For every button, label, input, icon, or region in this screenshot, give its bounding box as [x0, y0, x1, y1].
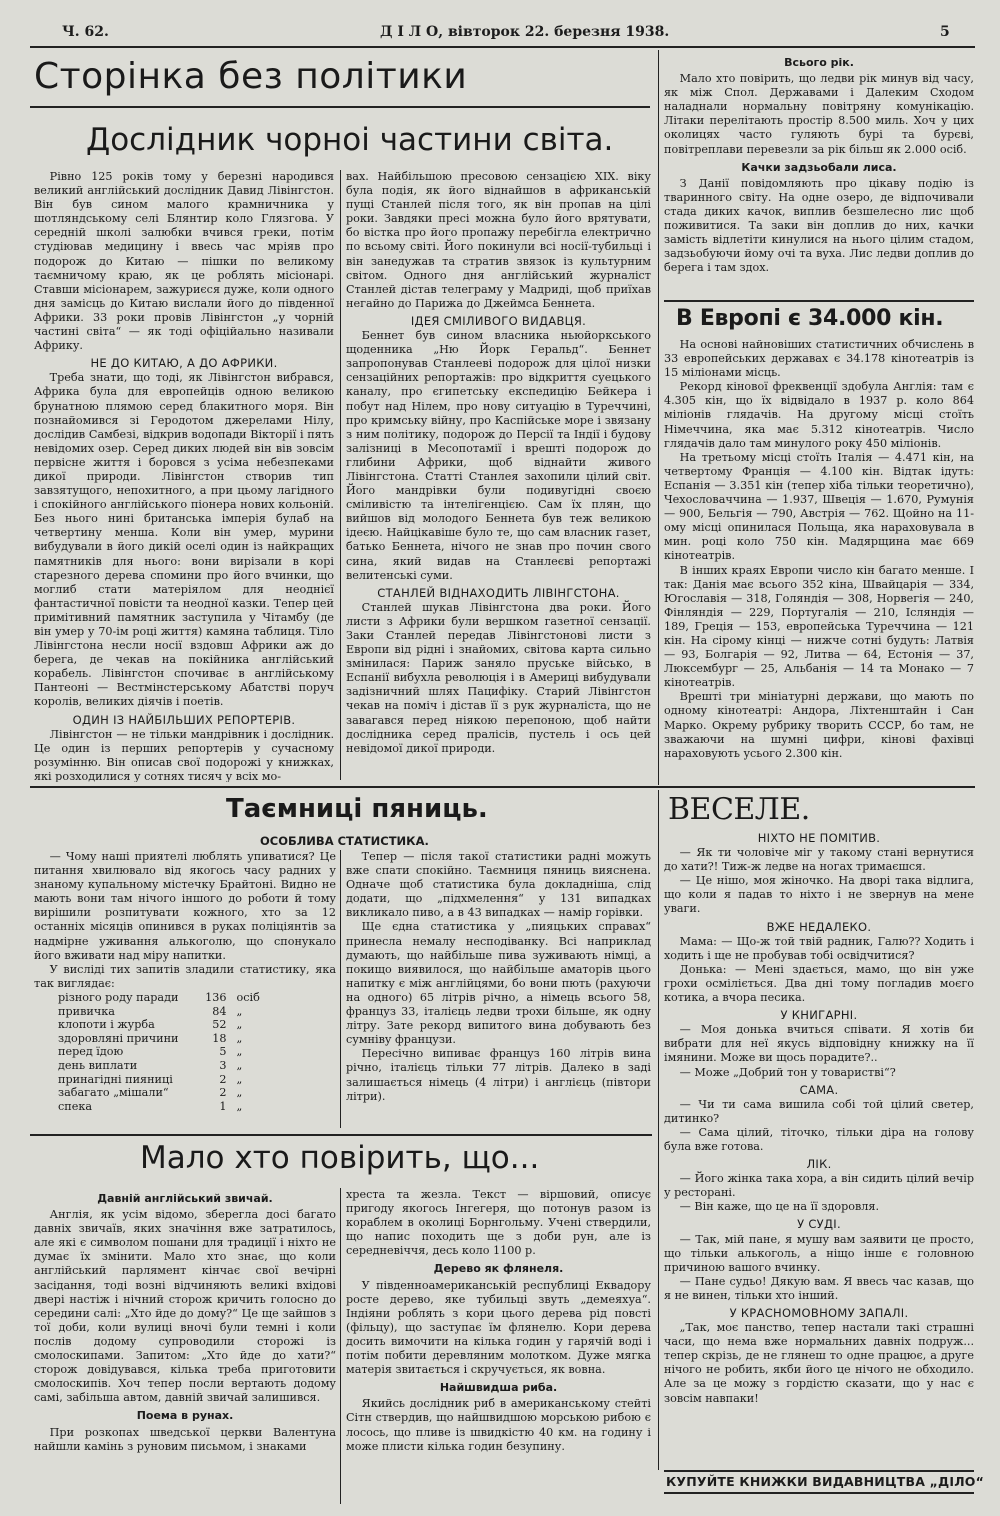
- statistics-row: [54, 991, 264, 1005]
- statistics-row: [54, 1086, 264, 1100]
- paragraph: У південноамериканській республиці Еквадору росте дерево, яке тубильці звуть „демеяхуа“. Індіяни роблять з кори цього дерева рід повсті (фільцу), що заступає їм флянелю. Кори дерева досить вимочити на кілька годин у гарячій воді і потім побити деревляним молотком. Дуже мягка матерія звитається і скручується, як вовна.: [346, 1278, 651, 1377]
- joke-line: — Моя донька вчиться співати. Я хотів би вибрати для неї якусь відповідну книжку на її імянини. Може ви щось порадите?..: [664, 1023, 974, 1065]
- paragraph: Мало хто повірить, що ледви рік минув від часу, як між Спол. Державами і Далеким Сходом наладнали нормальну повітряну комунікацію. Літаки перелітають простір 8.500 миль. Хоч у цих околицях часто гуляють бурі та бурєві, повітреплави перевезли за рік більш як 2.000 осіб.: [664, 72, 974, 156]
- stat-label: клопоти і журба: [58, 1018, 155, 1032]
- stat-label: привичка: [58, 1004, 115, 1018]
- joke-line: — Пане судьо! Дякую вам. Я ввесь час казав, що я не винен, тільки хто інший.: [664, 1274, 974, 1302]
- paragraph: Англія, як усім відомо, зберегла досі багато давніх звичаїв, яких значіння вже затратилось, але які є символом пошани для традиції і ніхто не думає їх змінити. Мало хто знає, що коли англійський парлямент кінчає свої вечірні засідання, тоді возні відчиняють великі вхідові двері настіж і нічний сторож кричить голосно до середини салі: „Хто йде до дому?“ Це ще зайшов з тої доби, коли вулиці вночі були темні і коли послів додому супроводили сторожі із смолоскипами. Запитом: „Хто йде до хати?“ сторож довідувався, кілька треба приготовити смолоскипів. Хоч тепер посли вертають додому самі, забільша автом, давній звичай залишився.: [34, 1208, 336, 1405]
- page-number-left: Ч. 62.: [62, 24, 109, 40]
- column-divider: [340, 1188, 341, 1504]
- paragraph: вах. Найбільшою пресовою сензацією XIX. віку була подія, як його віднайшов в африканській пущі Станлей після того, як він пропав на цілі роки. Завдяки пресі можна було його врятувати, бо вістка про його пропажу перебігла електрично по всьому світі. Його покинули всі носії-тубильці і він занедужав та стратив звязок із культурним світом. Одного дня англійський журналіст Станлей дістав телеграму у Мадриді, щоб приїхав негайно до Парижа до Джеймса Беннета.: [346, 170, 651, 310]
- subheading: Дерево як флянеля.: [433, 1262, 564, 1276]
- joke-line: — Так, мій пане, я мушу вам заявити це просто, що тільки алькоголь, а ніщо інше є головною причиною вашого вчинку.: [664, 1232, 974, 1274]
- article-title-humor: ВЕСЕЛЕ.: [668, 792, 810, 827]
- advert-footer: КУПУЙТЕ КНИЖКИ ВИДАВНИЦТВА „ДІЛО“: [666, 1474, 985, 1489]
- stat-label: різного роду паради: [58, 990, 179, 1004]
- paragraph: — Чому наші приятелі люблять упиватися? Це питання хвилювало від якогось часу радних у знаному купальному містечку Брайтоні. Видно не мають вони там нічого іншого до роботи й тому вирішили розпитувати кожного, хто за 12 останніх місяців опинився в руках поліціянтів за надмірне уживання алькоголю, що спонукало його вживати над міру напитки.: [34, 850, 336, 962]
- paragraph: При розкопах шведської церкви Валентуна найшли камінь з руновим письмом, і знаками: [34, 1425, 336, 1453]
- column-divider: [658, 790, 659, 1470]
- joke-heading: ЛІК.: [806, 1157, 832, 1172]
- statistics-table: [54, 991, 264, 1113]
- paragraph: Станлей шукав Лівінгстона два роки. Його листи з Африки були вершком газетної сензації. Заки Станлей передав Лівінгстонові листи з Европи від рідні і знайомих, світова карта сильно змінилася: Париж заняло пруське військо, в Еспанії вибухла революція і в Америці вибудували задізничний шлях Пацифіку. Старий Лівінгстон чекав на поміч і дістав її з рук журналіста, що не завагався перед ніякою перепоною, щоб найти дослідника серед пралісів, пустель і ось цей невідомої дикої природи.: [346, 600, 651, 755]
- humor-column: [664, 828, 974, 1468]
- statistics-row: [54, 1005, 264, 1019]
- statistics-row: [54, 1032, 264, 1046]
- statistics-row: [54, 1059, 264, 1073]
- joke-line: „Так, моє панство, тепер настали такі страшні часи, що нема вже нормальних давніх подруж... тепер скрізь, де не глянеш то одне працює, а друге нічого не робить, якби його це нічого не обходило. Але за це можу з гордістю сказати, що у нас є зовсім навпаки!: [664, 1321, 974, 1405]
- column-divider: [340, 850, 341, 1128]
- joke-line: — Його жінка така хора, а він сидить цілий вечір у ресторані.: [664, 1172, 974, 1200]
- cinema-column: [664, 338, 974, 784]
- statistics-row: [54, 1073, 264, 1087]
- section-rule: [664, 1492, 974, 1494]
- stat-value: 2: [219, 1086, 227, 1100]
- subheading: Всього рік.: [784, 56, 854, 69]
- paragraph: Пересічно випиває француз 160 літрів вина річно, італієць тільки 77 літрів. Далеко в заді залишається німець (4 літри) і англієць (півтори літри).: [346, 1047, 651, 1103]
- header-rule: [30, 46, 975, 48]
- paragraph: Лівінгстон — не тільки мандрівник і дослідник. Це один із перших репортерів у сучасному розумінню. Він описав свої подорожі у книжках, які розходилися у сотнях тисяч у всіх мо-: [34, 727, 334, 782]
- joke-heading: САМА.: [799, 1082, 839, 1097]
- paragraph: Беннет був сином власника ньюйоркського щоденника „Ню Йорк Геральд“. Беннет запропонував Станлееві подорож для цілої низки сензаційних репортажів: про відкриття суецького каналу, про єгипетську експедицію Бейкера і побут над Нілем, про нову ситуацію в Туреччині, про кримську війну, про Каспійське море і звязану з ним політику, подорож до Персії та Індії і будову залізниці в Месопотамії і врешті подорож до глибини Африки, щоб віднайти живого Лівінгстона. Статті Станлея захопили цілий світ. Його мандрівки були подивугідні своєю сміливістю та інтелігенцією. Сам їх плян, що вийшов від молодого Беннета був теж великою ідеєю. Найцікавіше було те, що сам власник газет, батько Беннета, нічого не знав про почин свого сина, який видав на Станлеєві репортажі велитенські суми.: [346, 329, 651, 582]
- paragraph: Рекорд кінової фреквенції здобула Англія: там є 4.305 кін, що їх відвідало в 1937 р. коло 864 міліонів глядачів. На другому місці стоїть Німеччина, яка має 5.312 кінотеатрів. Число глядачів дало там минулого року 450 міліонів.: [664, 380, 974, 450]
- stat-label: забагато „мішали“: [58, 1086, 169, 1100]
- livingstone-column-1: [34, 170, 334, 782]
- joke-line: — Чи ти сама вишила собі той цілий светер, дитинко?: [664, 1097, 974, 1125]
- article-subtitle: ОСОБЛИВА СТАТИСТИКА.: [260, 834, 429, 848]
- paragraph: На третьому місці стоїть Італія — 4.471 кін, на четвертому Франція — 4.100 кін. Відтак ідуть: Еспанія — 3.351 кін (тепер хіба тільки теоретично), Чехословаччина — 1.937, Швеція — 1.670, Румунія — 900, Бельгія — 790, Австрія — 762. Щойно на 11-ому місці опинилася Польща, яка нараховувала в мин. році коло 750 кін. Мадярщина має 669 кінотеатрів.: [664, 450, 974, 563]
- page-number-right: 5: [940, 24, 950, 40]
- paragraph: Врешті три мініатурні держави, що мають по одному кінотеатрі: Андора, Ліхтенштайн і Сан Марко. Окрему рубрику творить СССР, бо там, не зважаючи на шумні цифри, кінові фахівці нараховують усього 2.300 кін.: [664, 690, 974, 760]
- livingstone-column-2: [346, 170, 651, 782]
- stat-unit: „: [236, 1004, 243, 1018]
- subheading: ІДЕЯ СМІЛИВОГО ВИДАВЦЯ.: [410, 313, 587, 328]
- stat-unit: „: [236, 1072, 243, 1086]
- joke-line: Донька: — Мені здається, мамо, що він уже грохи осміліється. Два дні тому погладив моєго котика, а вчора песика.: [664, 962, 974, 1005]
- subheading: Качки задзьобали лиса.: [741, 160, 897, 174]
- stat-label: принагідні пияниці: [58, 1072, 173, 1086]
- joke-heading: У СУДІ.: [797, 1217, 841, 1232]
- stat-unit: „: [236, 1031, 243, 1045]
- paragraph: хреста та жезла. Текст — віршовий, описує пригоду якогось Інгегеря, що потонув разом із кораблем в околиці Борнгольму. Учені ствердили, що напис походить ще з доби рун, але із середневіччя, десь коло 1100 р.: [346, 1188, 651, 1258]
- stat-label: перед їдою: [58, 1045, 124, 1059]
- joke-heading: ВЖЕ НЕДАЛЕКО.: [766, 919, 872, 934]
- stat-unit: „: [236, 1058, 243, 1072]
- drunkards-column-1: [34, 850, 336, 1130]
- paragraph: В інших краях Европи число кін багато менше. І так: Данія має всього 352 кіна, Швайцарія — 334, Югославія — 318, Голяндія — 308, Норвегія — 240, Фінляндія — 229, Португалія — 210, Ісляндія — 189, Греція — 153, европейська Туреччина — 121 кін. На сірому кінці — нижче сотні будуть: Латвія — 93, Болгарія — 92, Литва — 64, Естонія — 37, Люксембург — 25, Альбанія — 14 та Монако — 7 кінотеатрів.: [664, 563, 974, 690]
- section-rule: [30, 1134, 652, 1136]
- section-title: Сторінка без політики: [34, 56, 468, 97]
- stat-value: 84: [212, 1004, 227, 1018]
- stat-unit: „: [236, 1018, 243, 1032]
- joke-line: — Це нішо, моя жіночко. На дворі така відлига, що коли я падав то ніхто і не звернув на мене уваги.: [664, 874, 974, 916]
- stat-value: 2: [219, 1072, 227, 1086]
- statistics-row: [54, 1100, 264, 1114]
- subheading: СТАНЛЕЙ ВІДНАХОДИТЬ ЛІВІНГСТОНА.: [377, 585, 620, 600]
- stat-label: здоровляні причини: [58, 1031, 179, 1045]
- article-title-drunkards: Таємниці пяниць.: [226, 794, 488, 824]
- subheading: Найшвидша риба.: [439, 1381, 558, 1395]
- column-divider: [658, 50, 659, 785]
- paragraph: З Данії повідомляють про цікаву подію із тваринного світу. На одне озеро, де відпочивали стада диких качок, виплив безшелесно лис щоб поживитися. Та заки він доплив до них, качки замість відлетіти кинулися на нього цілим стадом, задзьобуючи йому очі та вуха. Лис ледви доплив до берега і там здох.: [664, 176, 974, 275]
- stat-value: 18: [212, 1031, 227, 1045]
- joke-line: — Може „Добрий тон у товаристві“?: [679, 1065, 896, 1079]
- stat-value: 5: [219, 1045, 227, 1059]
- section-rule: [30, 106, 650, 108]
- stat-label: спека: [58, 1099, 93, 1113]
- stat-value: 52: [212, 1018, 227, 1032]
- masthead-date: Д І Л О, вівторок 22. березня 1938.: [380, 24, 670, 40]
- joke-heading: У КРАСНОМОВНОМУ ЗАПАЛІ.: [729, 1306, 909, 1320]
- subheading: НЕ ДО КИТАЮ, А ДО АФРИКИ.: [90, 356, 278, 371]
- paragraph: Рівно 125 років тому у березні народився великий англійський дослідник Давид Лівінгстон. Він був сином малого крамничника у шотляндському селі Блянтир коло Глязгова. У середній школі залюбки вчився греки, потім студіював медицину і ввесь час мріяв про подорож до Китаю — пішки по великому таємничому краю, як це роблять місіонарі. Ставши місіонарем, зажуриєся дуже, коли одного дня замісць до Китаю вислали його до південної Африки. 33 роки провів Лівінгстон „у чорній частині світа“ — як тоді офіційально називали Африку.: [34, 170, 334, 353]
- joke-line: Мама: — Що-ж той твій радник, Галю?? Ходить і ходить і ще не пробував тобі освідчитися?: [664, 934, 974, 962]
- stat-unit: „: [236, 1045, 243, 1059]
- column-divider: [340, 170, 341, 780]
- joke-line: — Як ти чоловіче міг у такому стані вернутися до хати?! Тиж-ж ледве на ногах тримаєшся.: [664, 846, 974, 874]
- paragraph: У висліді тих запитів зладили статистику, яка так виглядає:: [34, 962, 336, 990]
- article-title-unbelievable: Мало хто повірить, що...: [140, 1140, 540, 1176]
- page-header: [0, 24, 1000, 46]
- stat-unit: „: [236, 1099, 243, 1113]
- statistics-row: [54, 1018, 264, 1032]
- short-news-column: [664, 52, 974, 300]
- paragraph: Треба знати, що тоді, як Лівінгстон вибрався, Африка була для европейців одною великою брунатною плямою серед блакитного моря. Він познайомився зі Геродотом джерелами Нілу, дослідив Самбезі, відкрив водопади Вікторії і пять невідомих озер. Серед диких людей він вів зовсім первісне життя і боровся з усіма небезпеками дикої природи. Лівінгстон створив тип завзятущого, непохитного, а при цьому лагідного і спокійного англійського піонера нових кольоній. Без нього нині британська імперія булаб на четвертину менша. Коли він умер, мурини вибудували в його дикій оселі один із найкращих памятників для нього: вони вирізали в корі старезного дерева спомини про його вчинки, що моглиб стати матеріялом для неоднієї фантастичної повісти та неодної казки. Тепер цей примітивний памятник заступила у Чітамбу (де він умер у 70-ім році життя) камяна таблиця. Тіло Лівінгстона несли носії вздовш Африки аж до берега, де чекав на покійника англійський корабель. Лівінгстон спочиває в англійському Пантеоні — Вестмінстерському Абатстві поруч королів, великих діячів і поетів.: [34, 371, 334, 709]
- statistics-row: [54, 1045, 264, 1059]
- subheading: Поема в рунах.: [136, 1409, 234, 1423]
- stat-value: 1: [219, 1099, 227, 1113]
- paragraph: Якийсь дослідник риб в американському стейті Сітн ствердив, що найшвидшою морською рибою є лосось, що пливе із швидкістю 40 км. на годину і може плисти кілька годин безупину.: [346, 1397, 651, 1453]
- article-title-cinema: В Европі є 34.000 кін.: [676, 306, 944, 331]
- stat-unit: „: [236, 1086, 243, 1100]
- section-rule: [30, 786, 975, 788]
- unbelievable-column-2: [346, 1188, 651, 1504]
- paragraph: На основі найновіших статистичних обчислень в 33 европейських державах є 34.178 кінотеатрів із 15 міліонами місць.: [664, 338, 974, 380]
- unbelievable-column-1: [34, 1188, 336, 1504]
- joke-line: — Він каже, що це на її здоровля.: [679, 1200, 880, 1214]
- section-rule: [664, 1470, 974, 1472]
- section-rule: [664, 300, 974, 302]
- subheading: Давній англійський звичай.: [97, 1192, 273, 1205]
- paragraph: Тепер — після такої статистики радні можуть вже спати спокійно. Таємниця пяниць вияснена. Одначе щоб статистика була докладніша, слід додати, що „підхмелення“ у 131 випадках викликало пиво, а в 43 випадках — намір горівки.: [346, 850, 651, 920]
- stat-value: 3: [219, 1058, 227, 1072]
- joke-line: — Сама цілий, тіточко, тільки діра на голову була вже готова.: [664, 1125, 974, 1153]
- subheading: ОДИН ІЗ НАЙБІЛЬШИХ РЕПОРТЕРІВ.: [72, 712, 296, 727]
- stat-label: день виплати: [58, 1058, 138, 1072]
- stat-value: 136: [205, 990, 227, 1004]
- joke-heading: НІХТО НЕ ПОМІТИВ.: [757, 831, 881, 845]
- stat-unit: осіб: [236, 990, 260, 1004]
- article-title-livingstone: Дослідник чорноі частини світа.: [86, 122, 614, 158]
- joke-heading: У КНИГАРНІ.: [780, 1008, 858, 1023]
- paragraph: Ще єдна статистика у „пияцьких справах“ принесла немалу несподіванку. Всі наприклад думають, що найбільше пива зуживають німці, а покищо виявилося, що найбільше аматорів цього напитку є між англійцями, бо вони пють (рахуючи на одного) 65 літрів річно, а німець всього 58, француз 33, італієць ледви трохи більше, як одну літру. Зате рекорд випитого вина добувають без сумніву французи.: [346, 920, 651, 1047]
- drunkards-column-2: [346, 850, 651, 1130]
